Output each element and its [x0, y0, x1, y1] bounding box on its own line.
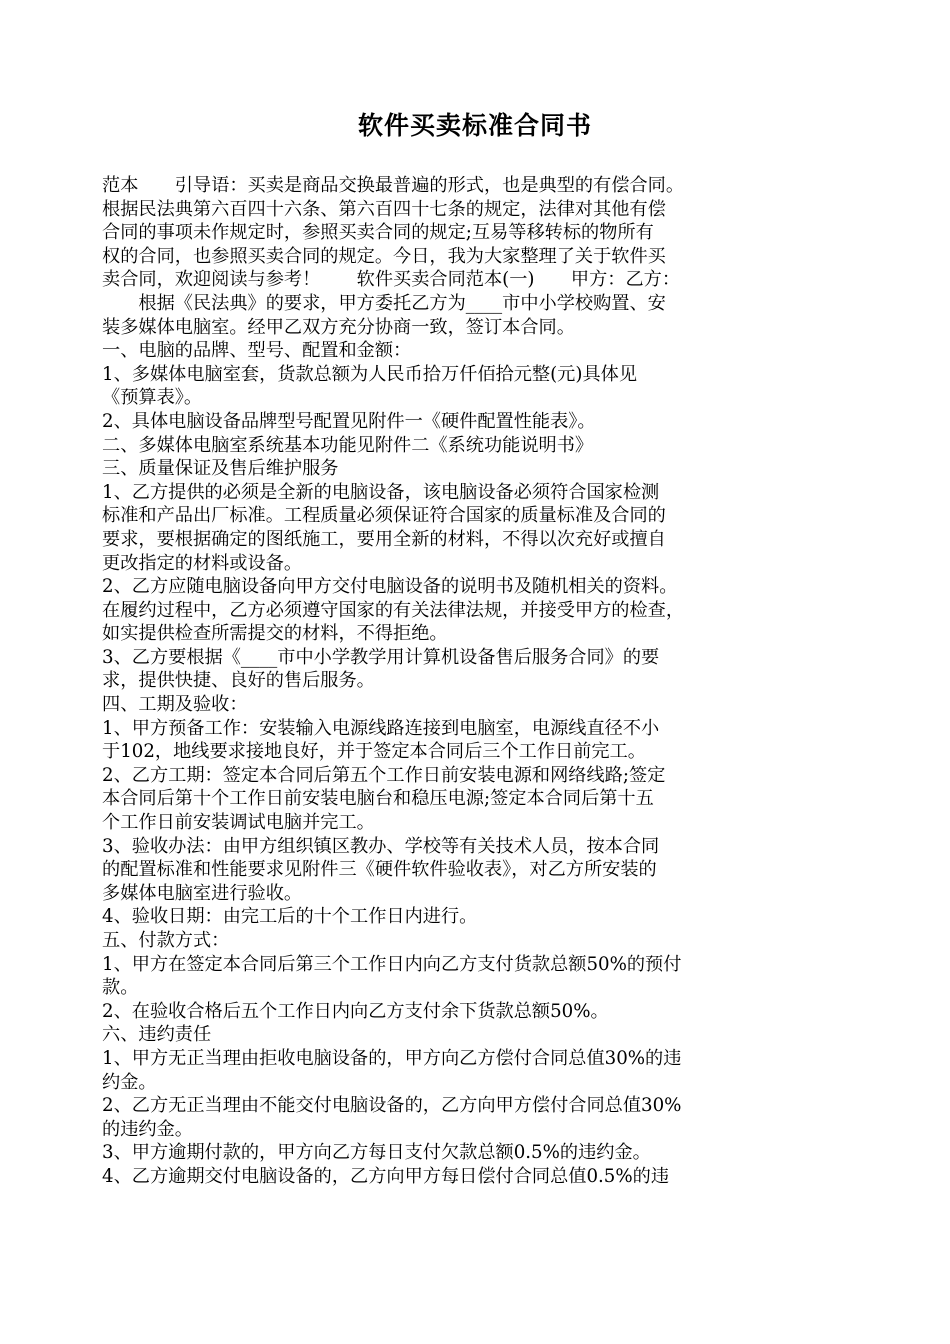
paragraph-line: 2、乙方无正当理由不能交付电脑设备的，乙方向甲方偿付合同总值30% [102, 1095, 682, 1117]
paragraph-line: 的违约金。 [102, 1118, 193, 1140]
paragraph-line: 要求，要根据确定的图纸施工，要用全新的材料，不得以次充好或擅自 [102, 528, 666, 550]
paragraph-line: 合同的事项未作规定时，参照买卖合同的规定;互易等移转标的物所有 [102, 222, 654, 244]
paragraph-line: 2、具体电脑设备品牌型号配置见附件一《硬件配置性能表》。 [102, 410, 596, 432]
paragraph-line: 3、乙方要根据《____市中小学教学用计算机设备售后服务合同》的要 [102, 646, 660, 668]
paragraph-line: 约金。 [102, 1071, 157, 1093]
paragraph-line: 标准和产品出厂标准。工程质量必须保证符合国家的质量标准及合同的 [102, 505, 666, 527]
paragraph-line: 如实提供检查所需提交的材料，不得拒绝。 [102, 623, 448, 645]
paragraph-line: 三、质量保证及售后维护服务 [102, 458, 339, 480]
paragraph-line: 1、甲方无正当理由拒收电脑设备的，甲方向乙方偿付合同总值30%的违 [102, 1047, 682, 1069]
paragraph-line: 在履约过程中，乙方必须遵守国家的有关法律法规，并接受甲方的检查， [102, 599, 685, 621]
paragraph-line: 于102，地线要求接地良好，并于签定本合同后三个工作日前完工。 [102, 741, 646, 763]
paragraph-line: 的配置标准和性能要求见附件三《硬件软件验收表》，对乙方所安装的 [102, 859, 657, 881]
paragraph-line: 根据《民法典》的要求，甲方委托乙方为____市中小学校购置、安 [102, 292, 666, 314]
paragraph-line: 《预算表》。 [102, 387, 203, 409]
paragraph-line: 4、乙方逾期交付电脑设备的，乙方向甲方每日偿付合同总值0.5%的违 [102, 1165, 670, 1187]
paragraph-line: 款。 [102, 977, 139, 999]
paragraph-line: 3、验收办法：由甲方组织镇区教办、学校等有关技术人员，按本合同 [102, 835, 660, 857]
paragraph-line: 1、甲方在签定本合同后第三个工作日内向乙方支付货款总额50%的预付 [102, 953, 682, 975]
paragraph-line: 4、验收日期：由完工后的十个工作日内进行。 [102, 906, 478, 928]
paragraph-line: 2、乙方工期：签定本合同后第五个工作日前安装电源和网络线路;签定 [102, 764, 666, 786]
paragraph-line: 1、甲方预备工作：安装输入电源线路连接到电脑室，电源线直径不小 [102, 717, 660, 739]
document-body [102, 174, 872, 1189]
paragraph-line: 多媒体电脑室进行验收。 [102, 882, 303, 904]
paragraph-line: 六、违约责任 [102, 1024, 212, 1046]
paragraph-line: 权的合同，也参照买卖合同的规定。今日，我为大家整理了关于软件买 [102, 245, 666, 267]
paragraph-line: 卖合同，欢迎阅读与参考！ 软件买卖合同范本(一) 甲方：乙方： [102, 269, 681, 291]
paragraph-line: 1、乙方提供的必须是全新的电脑设备，该电脑设备必须符合国家检测 [102, 481, 660, 503]
paragraph-line: 四、工期及验收： [102, 694, 248, 716]
paragraph-line: 2、在验收合格后五个工作日内向乙方支付余下货款总额50%。 [102, 1000, 609, 1022]
paragraph-line: 1、多媒体电脑室套，货款总额为人民币拾万仟佰拾元整(元)具体见 [102, 363, 638, 385]
paragraph-line: 本合同后第十个工作日前安装电脑台和稳压电源;签定本合同后第十五 [102, 788, 654, 810]
paragraph-line: 3、甲方逾期付款的，甲方向乙方每日支付欠款总额0.5%的违约金。 [102, 1142, 651, 1164]
paragraph-line: 更改指定的材料或设备。 [102, 552, 303, 574]
paragraph-line: 五、付款方式： [102, 930, 230, 951]
paragraph-line: 个工作日前安装调试电脑并完工。 [102, 812, 375, 834]
paragraph-line: 2、乙方应随电脑设备向甲方交付电脑设备的说明书及随机相关的资料。 [102, 576, 678, 598]
document-title: 软件买卖标准合同书 [357, 111, 592, 140]
paragraph-line: 根据民法典第六百四十六条、第六百四十七条的规定，法律对其他有偿 [102, 198, 666, 220]
paragraph-line: 二、多媒体电脑室系统基本功能见附件二《系统功能说明书》 [102, 434, 594, 456]
paragraph-line: 装多媒体电脑室。经甲乙双方充分协商一致，签订本合同。 [102, 316, 575, 338]
paragraph-line: 求，提供快捷、良好的售后服务。 [102, 670, 375, 692]
paragraph-line: 范本 引导语：买卖是商品交换最普遍的形式，也是典型的有偿合同。 [102, 175, 685, 196]
paragraph-line: 一、电脑的品牌、型号、配置和金额： [102, 340, 412, 362]
